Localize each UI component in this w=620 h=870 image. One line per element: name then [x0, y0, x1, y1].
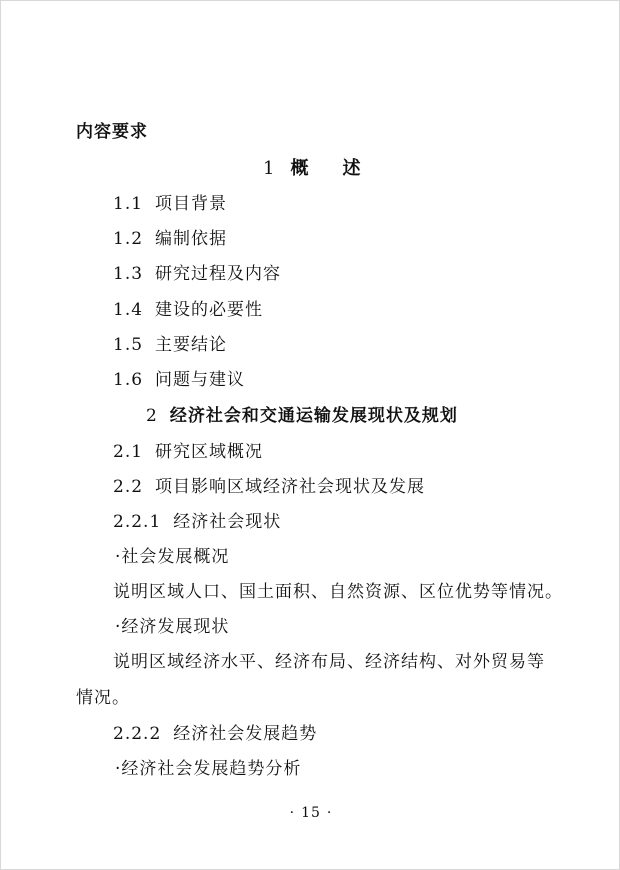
- item-number: 1.4: [113, 300, 144, 320]
- toc-item-2-2: [113, 476, 425, 498]
- chapter-1-heading: [263, 158, 362, 180]
- footer-right-dot: ·: [326, 805, 333, 821]
- chapter-2-title: 经济社会和交通运输发展现状及规划: [169, 406, 458, 426]
- item-number: 2.1: [113, 442, 144, 462]
- chapter-2-number: 2: [146, 406, 158, 426]
- paragraph-economic-line1: 说明区域经济水平、经济布局、经济结构、对外贸易等: [113, 652, 545, 672]
- item-text: 经济社会发展趋势: [173, 724, 318, 744]
- item-text: 建设的必要性: [155, 300, 264, 320]
- item-number: 1.6: [113, 370, 144, 390]
- toc-item-1-2: [113, 228, 227, 250]
- toc-item-1-4: [113, 299, 263, 321]
- item-number: 2.2: [113, 477, 144, 497]
- item-text: 问题与建议: [155, 370, 246, 390]
- item-number: 1.2: [113, 229, 144, 249]
- chapter-1-title-part2: 述: [342, 158, 363, 179]
- toc-item-1-1: [113, 193, 227, 215]
- chapter-2-heading: [146, 405, 458, 427]
- item-text: 项目背景: [155, 194, 228, 214]
- toc-item-2-2-1: [113, 511, 281, 533]
- item-text: 研究过程及内容: [155, 264, 282, 284]
- item-text: 主要结论: [155, 335, 228, 355]
- bullet-social-development: ·社会发展概况: [115, 547, 230, 567]
- bullet-economic-trend: ·经济社会发展趋势分析: [115, 759, 302, 779]
- toc-item-1-3: [113, 263, 281, 285]
- item-text: 经济社会现状: [173, 512, 282, 532]
- item-number: 2.2.1: [113, 512, 162, 532]
- item-number: 1.1: [113, 194, 144, 214]
- toc-item-1-6: [113, 369, 245, 391]
- item-number: 1.5: [113, 335, 144, 355]
- paragraph-economic-line2: 情况。: [76, 688, 130, 708]
- bullet-economic-status: ·经济发展现状: [115, 617, 230, 637]
- item-number: 1.3: [113, 264, 144, 284]
- chapter-1-title-part1: 概: [290, 158, 311, 179]
- section-label: 内容要求: [76, 122, 148, 142]
- page-footer: [1, 804, 620, 822]
- item-text: 项目影响区域经济社会现状及发展: [155, 477, 426, 497]
- chapter-1-number: 1: [263, 158, 277, 179]
- page-number: 15: [301, 805, 321, 821]
- item-text: 研究区域概况: [155, 442, 264, 462]
- toc-item-1-5: [113, 334, 227, 356]
- item-text: 编制依据: [155, 229, 228, 249]
- toc-item-2-2-2: [113, 723, 317, 745]
- footer-left-dot: ·: [289, 805, 296, 821]
- toc-item-2-1: [113, 441, 263, 463]
- item-number: 2.2.2: [113, 724, 162, 744]
- paragraph-social-description: 说明区域人口、国土面积、自然资源、区位优势等情况。: [113, 582, 563, 602]
